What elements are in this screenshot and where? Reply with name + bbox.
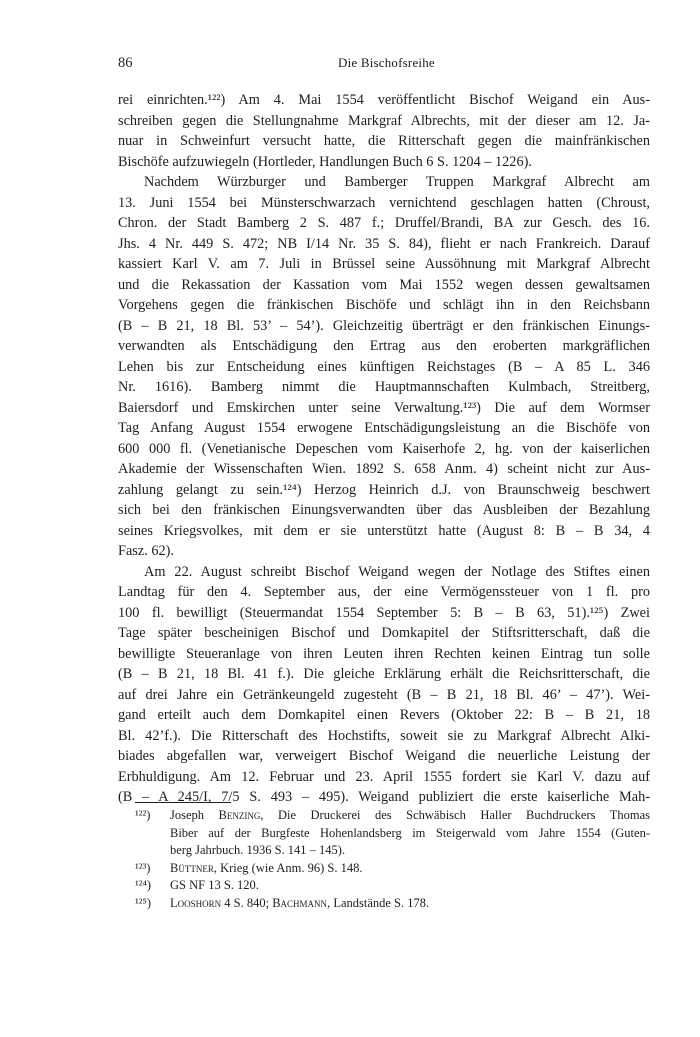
body-text [118,90,650,808]
text-line: Erbhuldigung. Am 12. Februar und 23. April 1555 fordert sie Karl V. dazu auf [118,768,650,785]
author-name: Looshorn [170,895,222,910]
text-line: Am 22. August schreibt Bischof Weigand wegen der Notlage des Stiftes einen [144,563,650,580]
text-line: 13. Juni 1554 bei Münsterschwarzach vernichtend geschlagen hatten (Chroust, [118,194,650,211]
text-line: biades abgefallen war, verweigert Bischof Weigand die neuerliche Leistung der [118,748,650,764]
text-line: und die Rekassation der Kassation vom Mai 1552 wegen dessen gewaltsamen [118,276,650,293]
text-line: Bl. 42’f.). Die Ritterschaft des Hochstifts, soweit sie zu Markgraf Albrecht Alki- [118,727,650,744]
footnote-rule [135,802,231,803]
footnote-text: , Krieg (wie Anm. 96) S. 148. [213,860,363,875]
footnote [135,860,650,878]
footnote-line [170,860,650,878]
footnote-text: Joseph [170,808,219,822]
footnote-line [170,877,650,895]
page-number: 86 [118,55,133,71]
footnote-text: GS NF 13 S. 120. [170,878,259,892]
footnote-text: berg Jahrbuch. 1936 S. 141 – 145). [170,843,346,857]
text-line: Nachdem Würzburger und Bamberger Truppen Markgraf Albrecht am [144,174,650,190]
text-line: Tage später bescheinigen Bischof und Domkapitel der Stiftsritterschaft, daß die [118,625,650,641]
footnote-mark: ¹²²) [135,808,151,822]
text-line: zahlung gelangt zu sein.¹²⁴) Herzog Heinrich d.J. von Braunschweig beschwert [118,481,650,498]
text-line: Akademie der Wissenschaften Wien. 1892 S. 658 Anm. 4) scheint nicht zur Aus- [118,461,650,477]
text-line: gand erteilt auch dem Domkapitel einen Revers (Oktober 22: B – B 21, 18 [118,707,650,723]
text-line: schreiben gegen die Stellungnahme Markgraf Albrechts, mit der dieser am 12. Ja- [118,112,650,129]
footnote-line [170,825,650,843]
footnote-text: 4 S. 840; [221,895,273,910]
author-name: Bachmann [272,895,328,910]
author-name: Büttner [170,860,214,875]
text-line: bewilligte Steueranlage von ihren Leuten ihren Rechten keinen Eintrag tun solle [118,645,650,662]
text-line: (B – B 21, 18 Bl. 41 f.). Die gleiche Erklärung erhält die Reichsritterschaft, die [118,666,650,682]
text-line: Baiersdorf und Emskirchen unter seine Verwaltung.¹²³) Die auf dem Wormser [118,399,650,416]
footnote-mark: ¹²⁵) [135,895,152,910]
text-line: 100 fl. bewilligt (Steuermandat 1554 September 5: B – B 63, 51).¹²⁵) Zwei [118,604,650,621]
text-line: verwandten als Entschädigung den Ertrag aus den eroberten markgräflichen [118,338,650,354]
footnotes [135,807,650,912]
running-head: Die Bischofsreihe [338,55,435,70]
text-line: Tag Anfang August 1554 erwogene Entschädigungsleistung an die Bischöfe von [118,420,650,436]
text-line: sich bei den fränkischen Einungsverwandten über das Ausbleiben der Bezahlung [118,502,650,518]
author-name: Benzing [218,808,261,822]
text-line: seines Kriegsvolkes, mit dem er sie unterstützt hatte (August 8: B – B 34, 4 [118,522,650,539]
text-line: Jhs. 4 Nr. 449 S. 472; NB I/14 Nr. 35 S. 84), flieht er nach Frankreich. Darauf [118,235,650,252]
text-line: Chron. der Stadt Bamberg 2 S. 487 f.; Druffel/Brandi, BA zur Gesch. des 16. [118,215,650,231]
text-line: nuar in Schweinfurt versucht hatte, die Ritterschaft gegen die mainfränkischen [118,133,650,149]
text-line: rei einrichten.¹²²) Am 4. Mai 1554 veröffentlicht Bischof Weigand ein Aus- [118,92,650,108]
page-header [118,55,650,75]
text-line: Nr. 1616). Bamberg nimmt die Hauptmannschaften Kulmbach, Streitberg, [118,379,650,395]
text-line: Fasz. 62). [118,543,174,559]
footnote [135,877,650,895]
footnote-line [170,842,650,860]
text-line: 600 000 fl. (Venetianische Depeschen vom Kaiserhofe 2, hg. von der kaiserlichen [118,440,650,457]
text-line: Lehen bis zur Entscheidung eines künftigen Reichstages (B – A 85 L. 346 [118,358,650,375]
footnote-text: , Landstände S. 178. [327,895,430,910]
text-line: Landtag für den 4. September aus, der eine Vermögenssteuer von 1 fl. pro [118,584,650,600]
footnote [135,807,650,860]
text-line: auf drei Jahre ein Getränkeungeld zugesteht (B – B 21, 18 Bl. 46’ – 47’). Wei- [118,686,650,703]
footnote [135,895,650,913]
text-line: Vorgehens gegen die fränkischen Bischöfe und schlägt ihn in den Reichsbann [118,297,650,313]
footnote-line [170,807,650,825]
text-line: (B – B 21, 18 Bl. 53’ – 54’). Gleichzeitig überträgt er den fränkischen Einungs- [118,317,650,334]
text-line: Bischöfe aufzuwiegeln (Hortleder, Handlungen Buch 6 S. 1204 – 1226). [118,153,532,170]
text-line: kassiert Karl V. am 7. Juli in Brüssel seine Aussöhnung mit Markgraf Albrecht [118,256,650,272]
text-line: (B – A 245/I, 7/5 S. 493 – 495). Weigand publiziert die erste kaiserliche Mah- [118,789,650,805]
footnote-mark: ¹²⁴) [135,878,152,892]
footnote-text: , Die Druckerei des Schwäbisch Haller Buchdruckers Thomas [260,808,651,822]
footnote-mark: ¹²³) [135,860,151,875]
footnote-text: Biber auf der Burgfeste Hohenlandsberg im Steigerwald vom Jahre 1554 (Guten- [170,825,650,840]
footnote-line [170,895,650,913]
